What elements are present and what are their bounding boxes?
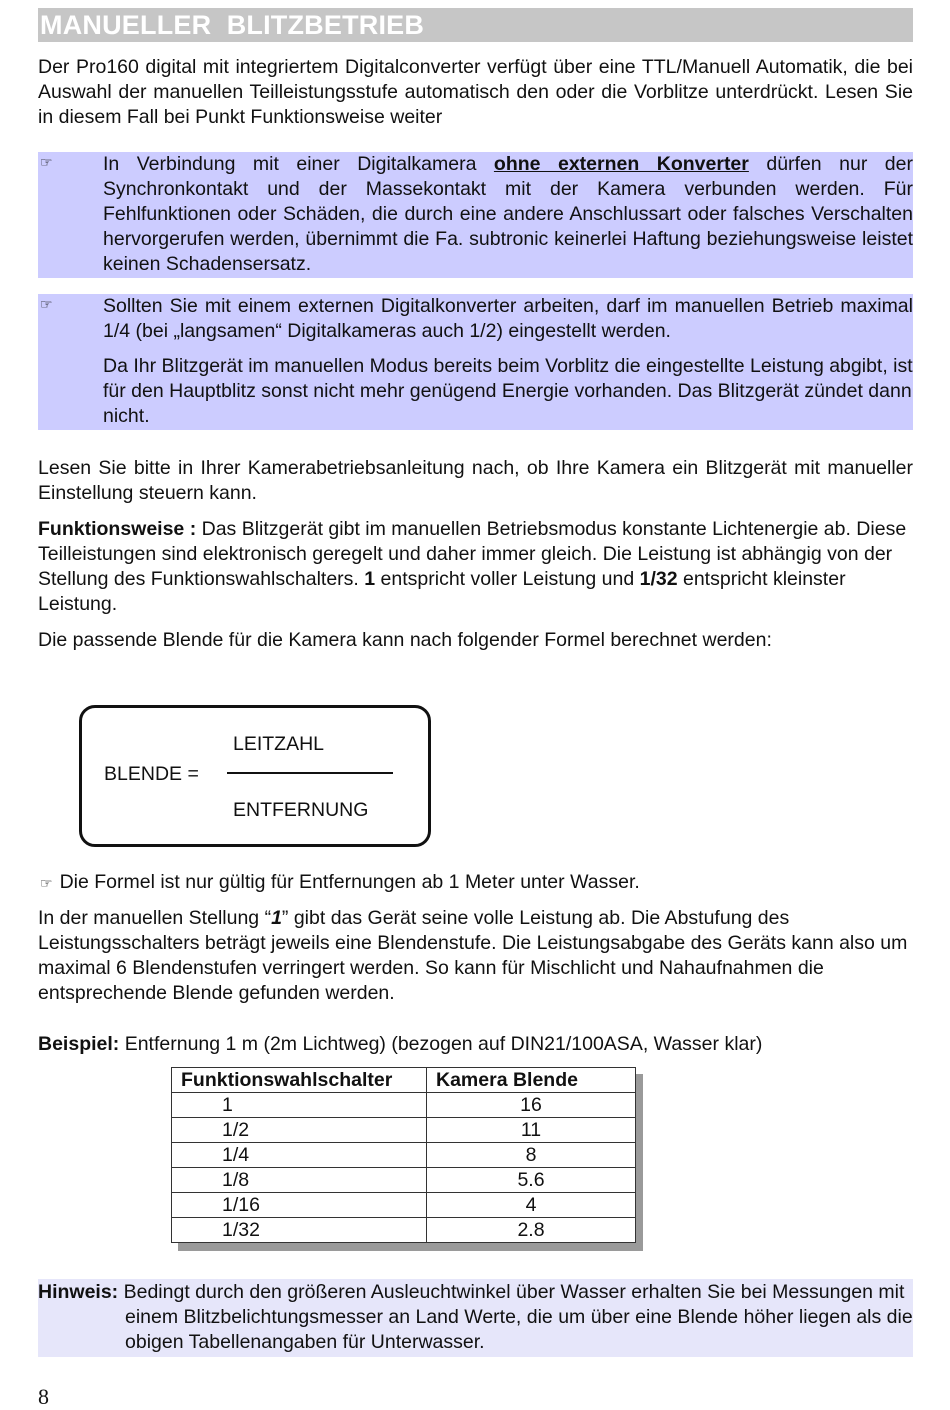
- section-title: MANUELLER BLITZBETRIEB: [38, 8, 913, 42]
- table-row: [172, 1193, 636, 1218]
- column-header: Kamera Blende: [427, 1068, 636, 1093]
- aperture-table-wrap: [171, 1067, 636, 1243]
- note-text-part: In Verbindung mit einer Digitalkamera: [103, 153, 494, 175]
- table-cell: 2.8: [427, 1218, 636, 1243]
- note-text: Da Ihr Blitzgerät im manuellen Modus bereits beim Vorblitz die eingestellte Leistung abgibt, ist für den Hauptblitz sonst nicht mehr genügend Energie vorhanden. Das Blitzgerät zündet dann nicht.: [103, 355, 913, 427]
- table-cell: 1: [172, 1093, 427, 1118]
- table-row: [172, 1118, 636, 1143]
- table-cell: 4: [427, 1193, 636, 1218]
- bold-value: 1: [364, 568, 376, 590]
- table-row: [172, 1168, 636, 1193]
- table-cell: 1/4: [172, 1143, 427, 1168]
- hinweis-label: Hinweis:: [38, 1281, 119, 1303]
- table-cell: 1/2: [172, 1118, 427, 1143]
- page-number: 8: [38, 1384, 49, 1409]
- pointing-hand-icon: ☞: [40, 154, 53, 170]
- table-row: [172, 1093, 636, 1118]
- table-cell: 1/32: [172, 1218, 427, 1243]
- funktionsweise-paragraph: [38, 517, 913, 617]
- camera-manual-paragraph: Lesen Sie bitte in Ihrer Kamerabetriebsanleitung nach, ob Ihre Kamera ein Blitzgerät mit manueller Einstellung steuern kann.: [38, 457, 913, 504]
- paragraph-text: ” gibt das Gerät seine volle Leistung ab. Die Abstufung des Leistungsschalters beträgt jeweils eine Blendenstufe. Die Leistungsabgabe des Geräts kann also um maximal 6 Blendenstufen verringert werden. So kann für Mischlicht und Nahaufnahmen die entsprechende Blende gefunden werden.: [38, 907, 908, 1004]
- note-text: Sollten Sie mit einem externen Digitalkonverter arbeiten, darf im manuellen Betrieb maximal 1/4 (bei „langsamen“ Digitalkameras auch 1/2) eingestellt werden.: [103, 295, 913, 342]
- table-cell: 1/16: [172, 1193, 427, 1218]
- paragraph-text: entspricht kleinster Leistung.: [38, 568, 846, 615]
- bold-value: 1: [271, 907, 282, 929]
- fraction-line: [227, 772, 393, 774]
- note-box-external-converter: [38, 294, 913, 430]
- aperture-table: [171, 1067, 636, 1243]
- paragraph-text: entspricht voller Leistung und: [375, 568, 640, 590]
- formula-box: [79, 705, 431, 847]
- manual-page: [38, 8, 913, 1353]
- formula-lhs: BLENDE =: [104, 763, 199, 785]
- intro-paragraph: Der Pro160 digital mit integriertem Digitalconverter verfügt über eine TTL/Manuell Automatik, die bei Auswahl der manuellen Teilleistungsstufe automatisch den oder die Vorblitze unterdrückt. Lesen Sie in diesem Fall bei Punkt Funktionsweise weiter: [38, 56, 913, 128]
- table-cell: 16: [427, 1093, 636, 1118]
- pointing-hand-icon: ☞: [40, 875, 53, 891]
- note-box-converter: [38, 152, 913, 278]
- column-header: Funktionswahlschalter: [172, 1068, 427, 1093]
- note-text-part: dürfen nur der Synchronkontakt und der Massekontakt mit der Kamera verbunden werden. Für Fehlfunktionen oder Schäden, die durch eine andere Anschlussart oder falsches Verschalten hervorgerufen werden, übernimmt die Fa. subtronic keinerlei Haftung beziehungsweise leistet keinen Schadensersatz.: [103, 153, 913, 275]
- hinweis-box: [38, 1279, 913, 1357]
- formula-denominator: ENTFERNUNG: [233, 799, 369, 821]
- table-row: [172, 1218, 636, 1243]
- funktionsweise-label: Funktionsweise :: [38, 518, 197, 540]
- table-cell: 5.6: [427, 1168, 636, 1193]
- formula-intro: Die passende Blende für die Kamera kann nach folgender Formel berechnet werden:: [38, 629, 772, 651]
- formula-validity-note: [38, 870, 913, 896]
- table-cell: 11: [427, 1118, 636, 1143]
- table-cell: 1/8: [172, 1168, 427, 1193]
- hinweis-body: Bedingt durch den größeren Ausleuchtwinkel über Wasser erhalten Sie bei Messungen mit einem Blitzbelichtungsmesser an Land Werte, die um über eine Blende höher liegen als die obigen Tabellenangaben für Unterwasser.: [118, 1281, 913, 1353]
- example-text: Entfernung 1 m (2m Lichtweg) (bezogen auf DIN21/100ASA, Wasser klar): [119, 1033, 763, 1055]
- note-emphasis: ohne externen Konverter: [493, 153, 749, 175]
- hinweis-text: [38, 1280, 913, 1355]
- table-row: [172, 1143, 636, 1168]
- pointing-hand-icon: ☞: [40, 296, 53, 312]
- note-text: [103, 152, 913, 277]
- table-header-row: [172, 1068, 636, 1093]
- validity-text: Die Formel ist nur gültig für Entfernungen ab 1 Meter unter Wasser.: [59, 871, 640, 893]
- manual-setting-paragraph: [38, 906, 913, 1006]
- formula-numerator: LEITZAHL: [233, 733, 325, 755]
- table-cell: 8: [427, 1143, 636, 1168]
- paragraph-text: In der manuellen Stellung “: [38, 907, 272, 929]
- bold-value: 1/32: [639, 568, 678, 590]
- example-label: Beispiel:: [38, 1033, 120, 1055]
- paragraph-text: Das Blitzgerät gibt im manuellen Betriebsmodus konstante Lichtenergie ab. Diese Teilleistungen sind elektronisch geregelt und daher immer gleich. Die Leistung ist abhängig von der Stellung des Funktionswahlschalters.: [38, 518, 907, 590]
- example-line: [38, 1032, 913, 1057]
